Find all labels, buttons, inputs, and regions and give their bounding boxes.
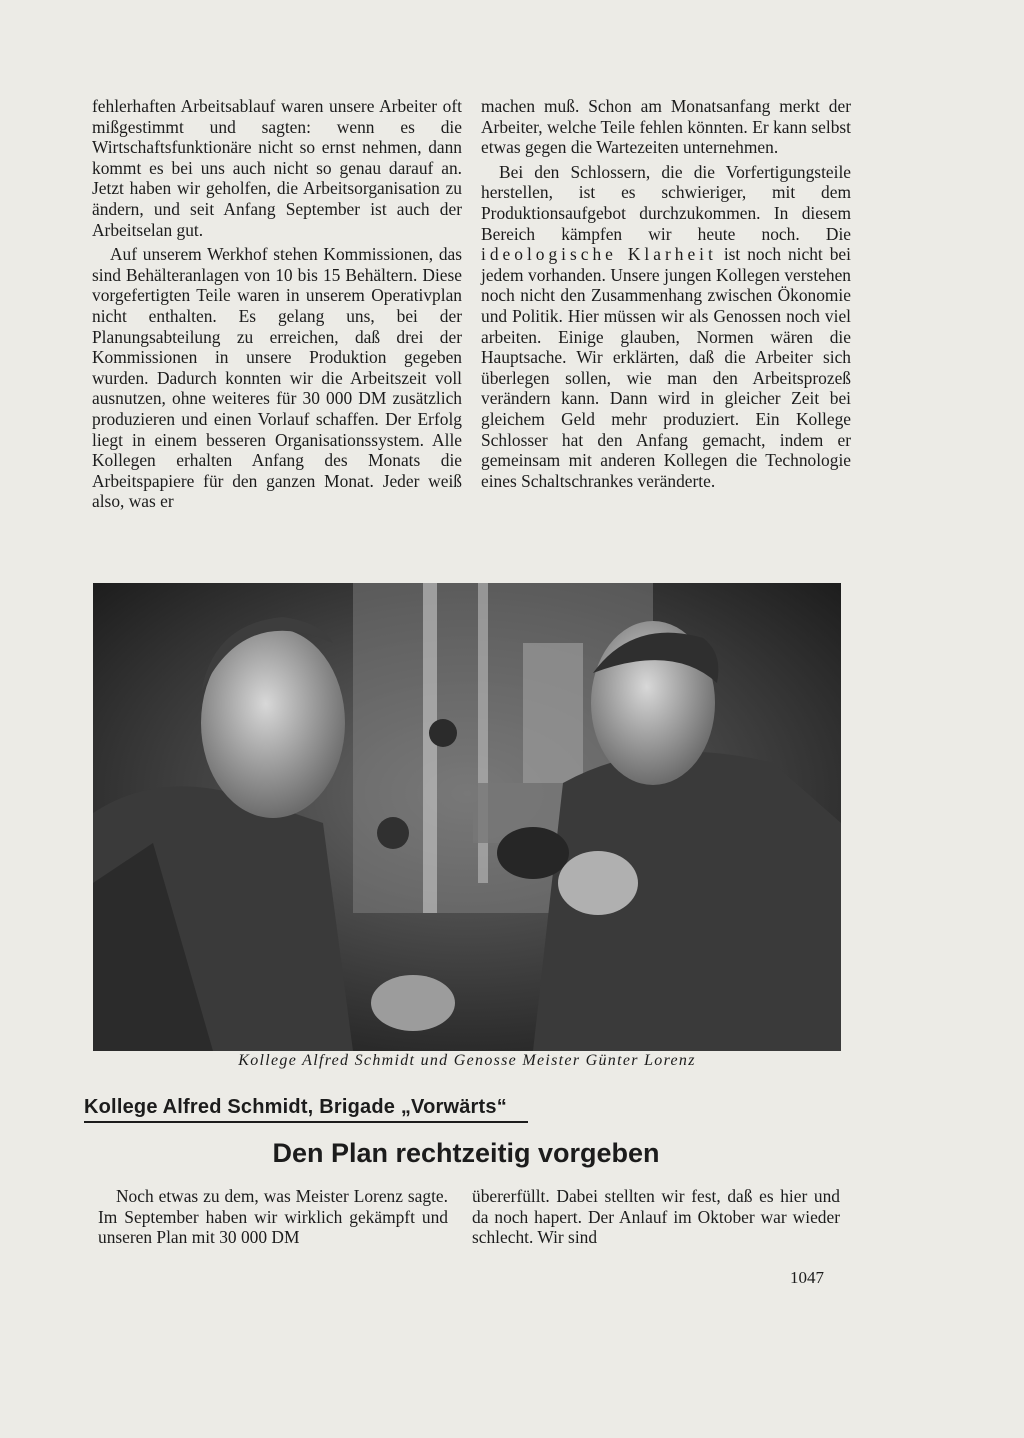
paragraph-text: ist noch nicht bei jedem vorhanden. Unsere jungen Kollegen verstehen noch nicht den Zusammenhang zwischen Ökonomie und Politik. Hier müssen wir als Genossen noch viel arbeiten. Einige glauben, Normen wären die Hauptsache. Wir erklärten, daß die Arbeiter sich überlegen sollen, wie man den Arbeitsprozeß verändern kann. Dann wird in gleicher Zeit bei gleichem Geld mehr produziert. Ein Kollege Schlosser hat den Anfang gemacht, indem er gemeinsam mit anderen Kollegen die Technologie eines Schaltschrankes veränderte. bbox=[481, 244, 851, 491]
article-title: Den Plan rechtzeitig vorgeben bbox=[272, 1138, 660, 1168]
paragraph: Auf unserem Werkhof stehen Kommissionen, das sind Behälteranlagen von 10 bis 15 Behältern. Diese vorgefertigten Teile waren in unserem Operativplan nicht enthalten. Es gelang uns, bei der Planungsabteilung zu erreichen, daß drei der Kommissionen in unsere Produktion gegeben wurden. Dadurch konnten wir die Arbeitszeit voll ausnutzen, ohne weiteres für 30 000 DM zusätzlich produzieren und einen Vorlauf schaffen. Der Erfolg liegt in einem besseren Organisationssystem. Alle Kollegen erhalten Anfang des Monats die Arbeitspapiere für den ganzen Monat. Jeder weiß also, was er bbox=[92, 244, 462, 512]
section-heading: Kollege Alfred Schmidt, Brigade „Vorwärts“ bbox=[84, 1096, 507, 1118]
heading-underline bbox=[84, 1121, 528, 1123]
text-column-bottom-left bbox=[98, 1186, 448, 1248]
paragraph-text: Bei den Schlossern, die die Vorfertigungsteile herstellen, ist es schwieriger, mit dem Produktionsaufgebot durchzukommen. In diesem Bereich kämpfen wir heute noch. Die bbox=[481, 161, 851, 244]
photo-caption: Kollege Alfred Schmidt und Genosse Meister Günter Lorenz bbox=[238, 1052, 696, 1069]
text-column-top-right bbox=[481, 96, 851, 491]
text-column-bottom-right bbox=[472, 1186, 840, 1248]
paragraph: übererfüllt. Dabei stellten wir fest, daß es hier und da noch hapert. Der Anlauf im Oktober war wieder schlecht. Wir sind bbox=[472, 1186, 840, 1248]
text-column-top-left bbox=[92, 96, 462, 512]
photo-image bbox=[93, 583, 841, 1051]
emphasized-text: ideologische Klarheit bbox=[481, 244, 717, 265]
paragraph: fehlerhaften Arbeitsablauf waren unsere Arbeiter oft mißgestimmt und sagten: wenn es die Wirtschaftsfunktionäre nicht so ernst nehmen, dann kommt es bei uns auch nicht so genau darauf an. Jetzt haben wir geholfen, die Arbeitsorganisation zu ändern, und seit Anfang September ist auch der Arbeitselan gut. bbox=[92, 96, 462, 240]
photograph bbox=[93, 583, 841, 1051]
paragraph bbox=[481, 162, 851, 492]
paragraph: machen muß. Schon am Monatsanfang merkt der Arbeiter, welche Teile fehlen könnten. Er kann selbst etwas gegen die Wartezeiten unternehmen. bbox=[481, 96, 851, 158]
page-number: 1047 bbox=[790, 1268, 824, 1287]
paragraph: Noch etwas zu dem, was Meister Lorenz sagte. Im September haben wir wirklich gekämpft und unseren Plan mit 30 000 DM bbox=[98, 1186, 448, 1248]
